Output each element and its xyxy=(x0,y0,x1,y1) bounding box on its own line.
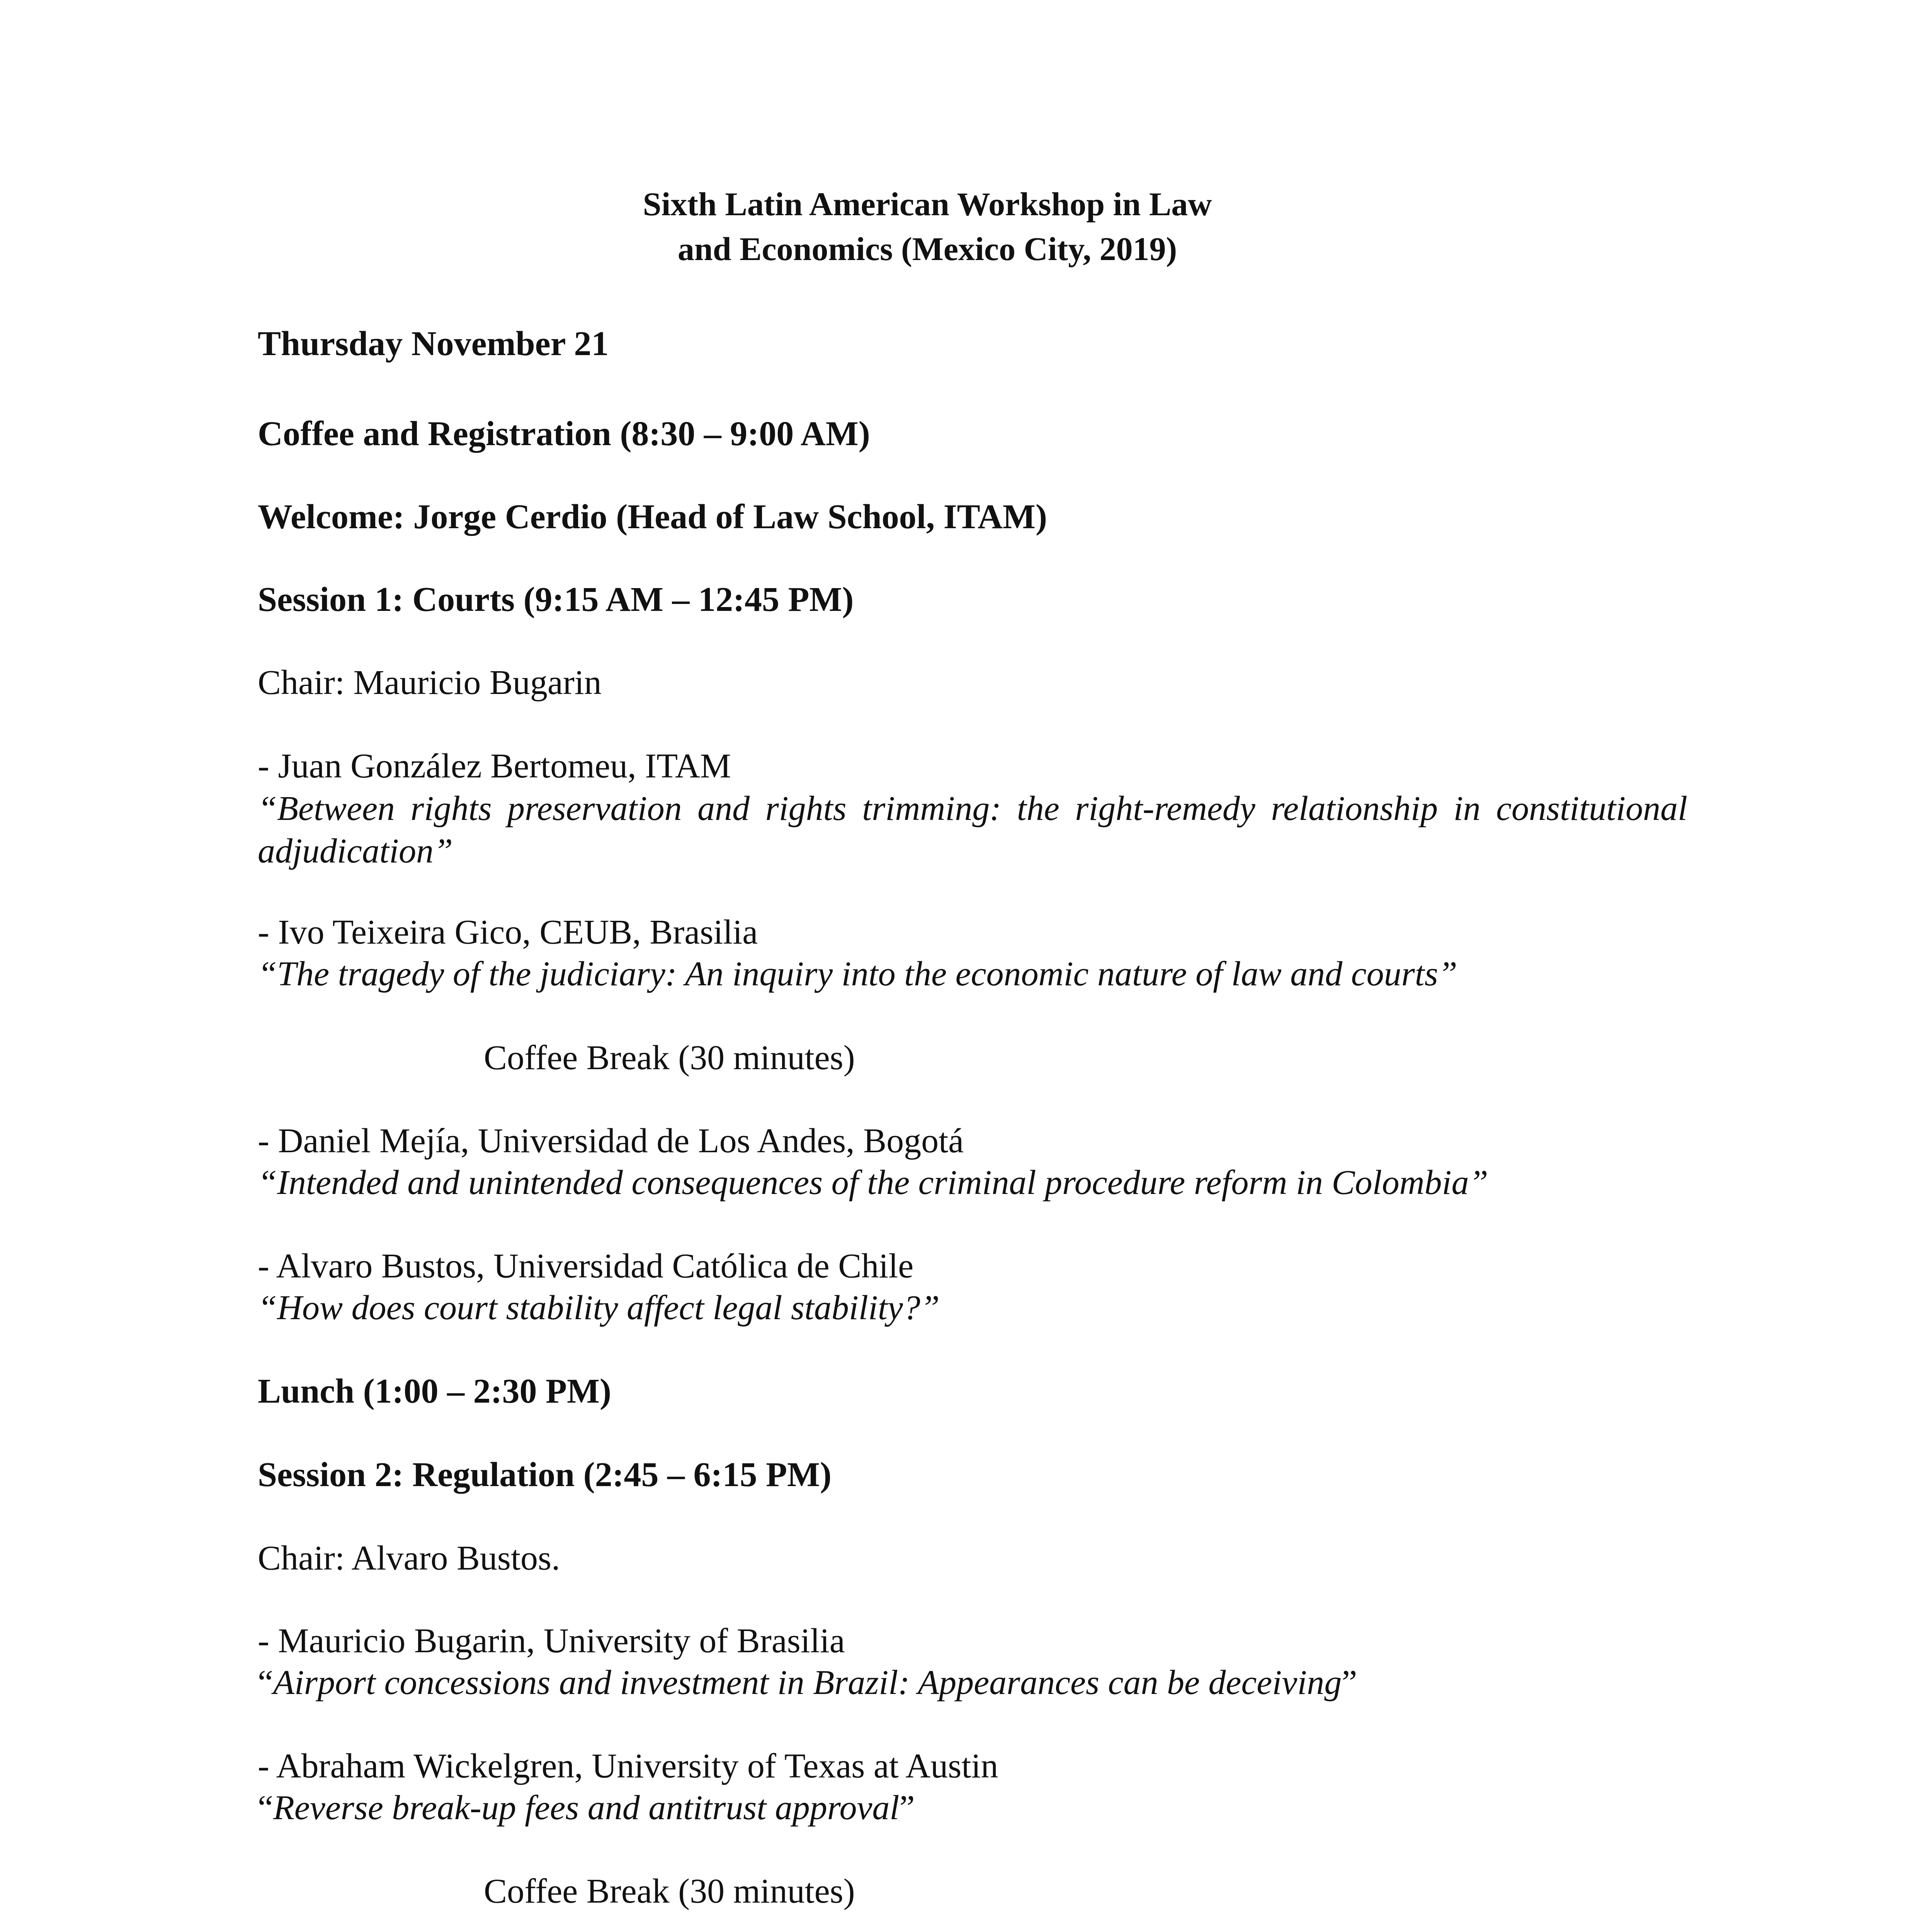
talk-title: Airport concessions and investment in Brazil: Appearances can be deceiving xyxy=(273,1663,1342,1702)
lunch-line: Lunch (1:00 – 2:30 PM) xyxy=(258,1372,611,1410)
talk-speaker: - Abraham Wickelgren, University of Texas at Austin xyxy=(258,1747,998,1785)
workshop-title xyxy=(502,182,1352,271)
session1-heading: Session 1: Courts (9:15 AM – 12:45 PM) xyxy=(258,580,854,619)
talk-speaker: - Ivo Teixeira Gico, CEUB, Brasilia xyxy=(258,913,758,951)
talk-title: “How does court stability affect legal stability?” xyxy=(258,1289,940,1327)
talk-title: “Between rights preservation and rights trimming: the right-remedy relationship in constitutional adjudication” xyxy=(258,789,1687,870)
talk-title-line xyxy=(258,1787,1687,1829)
talk-speaker: - Alvaro Bustos, Universidad Católica de Chile xyxy=(258,1247,914,1285)
talk-speaker: - Mauricio Bugarin, University of Brasilia xyxy=(258,1622,845,1660)
coffee-break: Coffee Break (30 minutes) xyxy=(484,1039,855,1077)
day-heading: Thursday November 21 xyxy=(258,325,609,363)
quote-close: ” xyxy=(899,1789,915,1827)
session2-heading: Session 2: Regulation (2:45 – 6:15 PM) xyxy=(258,1456,832,1494)
talk-speaker: - Juan González Bertomeu, ITAM xyxy=(258,747,731,785)
quote-close: ” xyxy=(1342,1663,1357,1702)
quote-open: “ xyxy=(258,1663,273,1702)
session1-chair: Chair: Mauricio Bugarin xyxy=(258,663,602,702)
talk-speaker: - Daniel Mejía, Universidad de Los Andes, Bogotá xyxy=(258,1122,964,1160)
talk-title-line xyxy=(258,1662,1687,1704)
coffee-registration: Coffee and Registration (8:30 – 9:00 AM) xyxy=(258,415,870,453)
title-line-2: and Economics (Mexico City, 2019) xyxy=(677,230,1177,267)
quote-open: “ xyxy=(258,1789,273,1827)
coffee-break: Coffee Break (30 minutes) xyxy=(484,1872,855,1910)
talk-title: Reverse break-up fees and antitrust approval xyxy=(273,1789,900,1827)
talk-title: “Intended and unintended consequences of the criminal procedure reform in Colombia” xyxy=(258,1163,1488,1202)
session2-chair: Chair: Alvaro Bustos. xyxy=(258,1539,560,1577)
talk-title: “The tragedy of the judiciary: An inquiry into the economic nature of law and courts” xyxy=(258,955,1458,993)
welcome-line: Welcome: Jorge Cerdio (Head of Law School, ITAM) xyxy=(258,498,1047,536)
title-line-1: Sixth Latin American Workshop in Law xyxy=(643,185,1212,223)
